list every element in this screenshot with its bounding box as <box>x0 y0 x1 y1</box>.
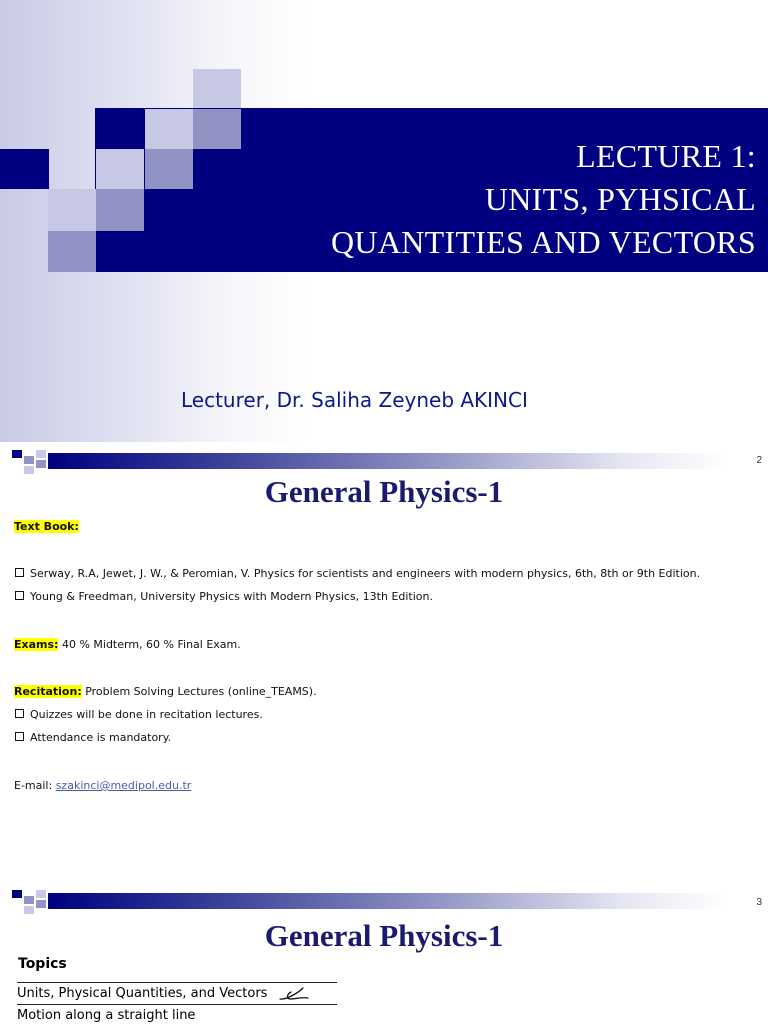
topic-text: Units, Physical Quantities, and Vectors <box>17 986 268 1001</box>
bar-gradient <box>48 453 728 469</box>
checkbox-bullet-icon <box>15 709 24 718</box>
decor-square <box>48 231 96 272</box>
checkbox-bullet-icon <box>15 732 24 741</box>
decor-square <box>145 109 193 149</box>
title-line-3: QUANTITIES AND VECTORS <box>331 224 756 260</box>
checkbox-bullet-icon <box>15 591 24 600</box>
bar-gradient <box>48 893 728 909</box>
header-bar <box>0 446 768 476</box>
topics-slide <box>0 880 768 1024</box>
topic-row <box>17 982 337 1001</box>
left-band <box>0 149 49 189</box>
bar-square <box>36 900 46 908</box>
slide-title: General Physics-1 <box>264 918 504 953</box>
topics-heading: Topics <box>18 956 67 972</box>
topic-text: Motion along a straight line <box>17 1008 196 1023</box>
decor-square <box>96 149 144 189</box>
textbook-label: Text Book: <box>14 520 79 533</box>
recitation-label: Recitation: <box>14 685 82 698</box>
decor-square <box>145 149 193 189</box>
book-text: Serway, R.A, Jewet, J. W., & Peromian, V. Physics for scientists and engineers with modern physics, 6th, 8th or 9th Edition. <box>30 567 701 580</box>
recitation-item-text: Quizzes will be done in recitation lectures. <box>30 708 263 721</box>
checkbox-bullet-icon <box>15 568 24 577</box>
email-label: E-mail: <box>14 779 56 792</box>
decor-square <box>193 109 241 149</box>
page-number: 3 <box>756 897 762 908</box>
bar-square <box>36 890 46 898</box>
book-item <box>15 567 700 580</box>
decor-square <box>48 189 96 231</box>
recitation-text: Problem Solving Lectures (online_TEAMS). <box>81 685 317 698</box>
recitation-item <box>15 731 171 744</box>
bar-square <box>24 466 34 474</box>
course-info-slide <box>0 446 768 880</box>
title-slide <box>0 0 768 442</box>
email-line <box>14 779 191 792</box>
title-line-2: UNITS, PYHSICAL <box>484 181 756 217</box>
exams-line <box>14 638 241 651</box>
bar-square <box>24 906 34 914</box>
recitation-item-text: Attendance is mandatory. <box>30 731 172 744</box>
exams-label: Exams: <box>14 638 59 651</box>
bar-square <box>24 456 34 464</box>
page-number: 2 <box>756 455 762 466</box>
exams-text: 40 % Midterm, 60 % Final Exam. <box>58 638 241 651</box>
bar-square <box>24 896 34 904</box>
recitation-item <box>15 708 263 721</box>
title-line-1: LECTURE 1: <box>576 138 756 174</box>
topic-row <box>17 1004 337 1023</box>
bar-square <box>12 450 22 458</box>
header-bar <box>0 886 768 916</box>
recitation-line <box>14 685 317 698</box>
lecturer-name: Lecturer, Dr. Saliha Zeyneb AKINCI <box>181 388 528 412</box>
bar-square <box>36 450 46 458</box>
decor-square <box>96 189 144 231</box>
bar-square <box>36 460 46 468</box>
slide-title: General Physics-1 <box>264 474 504 509</box>
email-link[interactable]: szakinci@medipol.edu.tr <box>55 779 192 792</box>
book-item <box>15 590 433 603</box>
lecture-title <box>331 135 756 264</box>
handwritten-check-icon <box>277 986 311 1002</box>
decor-square <box>193 69 241 109</box>
bar-square <box>12 890 22 898</box>
textbook-label-line <box>14 520 79 533</box>
book-text: Young & Freedman, University Physics with Modern Physics, 13th Edition. <box>30 590 434 603</box>
